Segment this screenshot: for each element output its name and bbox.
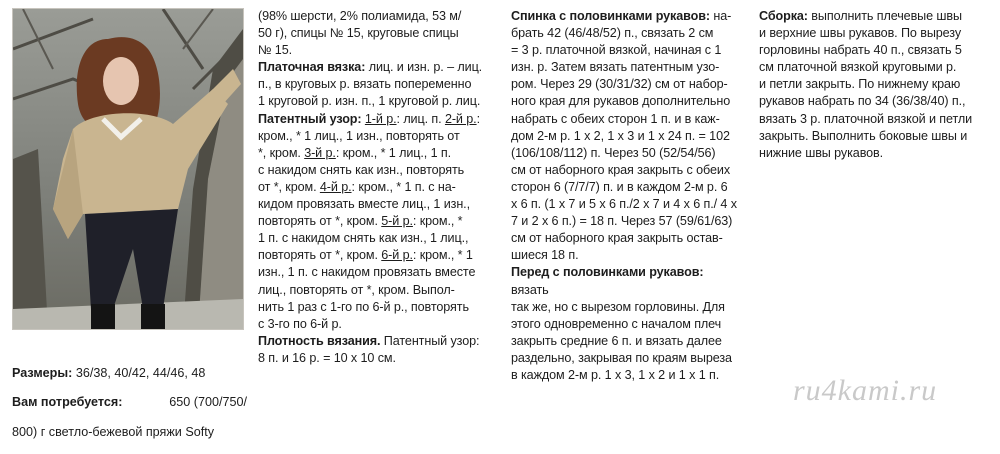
- text-line: см от наборного края закрыть с обеих: [511, 162, 731, 177]
- text-line: Патентный узор:: [380, 333, 480, 348]
- text-line: дом 2-м р. 1 х 2, 1 х 3 и 1 х 24 п. = 102: [511, 128, 730, 143]
- text-line: изн., 1 п. с накидом провязать вместе: [258, 265, 476, 280]
- text-line: лиц. и изн. р. – лиц.: [365, 60, 483, 75]
- text-line: так же, но с вырезом горловины. Для: [511, 299, 725, 314]
- text-line: и верхние швы рукавов. По вырезу: [759, 26, 962, 41]
- text-line: шиеся 18 п.: [511, 248, 579, 263]
- column-assembly: [759, 8, 989, 162]
- section-title-front: Перед с половинками рукавов:: [511, 265, 704, 280]
- need-label: Вам потребуется:: [12, 395, 123, 410]
- text-line: с накидом снять как изн., повторять: [258, 162, 465, 177]
- column-yarn-and-patterns: [258, 8, 498, 367]
- text-line: № 15.: [258, 43, 293, 58]
- text-line: : кром., *: [412, 214, 463, 229]
- text-line: см платочной вязкой круговыми р.: [759, 60, 957, 75]
- text-line: закрыть. Выполнить боковые швы и: [759, 128, 968, 143]
- text-line: с 3-го по 6-й р.: [258, 316, 342, 331]
- text-line: рукавов набрать по 34 (36/38/40) п.,: [759, 94, 966, 109]
- row-label: 1-й р.: [364, 111, 397, 126]
- text-line: = 3 р. платочной вязкой, начиная с 1: [511, 43, 722, 58]
- text-line: *, кром.: [258, 145, 301, 160]
- text-line: ром. Через 29 (30/31/32) см от набор-: [511, 77, 728, 92]
- text-line: закрыть средние 6 п. и вязать далее: [511, 333, 722, 348]
- section-title-patent: Патентный узор:: [258, 111, 362, 126]
- text-line: : лиц. п.: [396, 111, 442, 126]
- text-line: ного края для рукавов дополнительно: [511, 94, 731, 109]
- text-line: лиц., повторять от *, кром. Выпол-: [258, 282, 455, 297]
- row-label: 4-й р.: [319, 179, 352, 194]
- text-line: на-: [709, 9, 732, 23]
- text-line: вязать: [511, 282, 549, 297]
- text-line: в каждом 2-м р. 1 х 3, 1 х 2 и 1 х 1 п.: [511, 367, 720, 382]
- sizes-label: Размеры:: [12, 365, 73, 380]
- section-title-back: Спинка с половинками рукавов:: [511, 9, 710, 23]
- text-line: нижние швы рукавов.: [759, 145, 884, 160]
- text-line: см от наборного края закрыть остав-: [511, 231, 723, 246]
- text-line: раздельно, закрывая по краям выреза: [511, 350, 732, 365]
- text-line: изн. р. Затем вязать патентным узо-: [511, 60, 720, 75]
- text-line: нить 1 раз с 1-го по 6-й р., повторять: [258, 299, 469, 314]
- text-line: брать 42 (46/48/52) п., связать 2 см: [511, 26, 714, 41]
- text-line: : кром., * 1 п. с на-: [351, 179, 456, 194]
- need-value-b: 800) г светло-бежевой пряжи Softy: [12, 424, 215, 439]
- text-line: : кром., * 1 лиц., 1 п.: [335, 145, 452, 160]
- materials-block: [12, 352, 247, 454]
- text-line: вязать 3 р. платочной вязкой и петли: [759, 111, 973, 126]
- row-label: 5-й р.: [381, 214, 413, 229]
- sizes-value: 36/38, 40/42, 44/46, 48: [75, 365, 206, 380]
- text-line: 50 г), спицы № 15, круговые спицы: [258, 26, 459, 41]
- text-line: 7 и 2 х 6 п.) = 18 п. Через 57 (59/61/63): [511, 214, 733, 229]
- text-line: (106/108/112) п. Через 50 (52/54/56): [511, 145, 716, 160]
- column-back-and-front: [511, 8, 741, 384]
- section-title-platochnaya: Платочная вязка:: [258, 60, 366, 75]
- text-line: :: [476, 111, 480, 126]
- text-line: и петли закрыть. По нижнему краю: [759, 77, 961, 92]
- row-label: 2-й р.: [444, 111, 477, 126]
- text-line: х 6 п. (1 х 7 и 5 х 6 п./2 х 7 и 4 х 6 п./ 4 х: [511, 197, 737, 212]
- text-line: : кром., * 1: [412, 248, 473, 263]
- text-line: повторять от *, кром.: [258, 248, 378, 263]
- text-line: горловины набрать 40 п., связать 5: [759, 43, 962, 58]
- text-line: повторять от *, кром.: [258, 214, 378, 229]
- text-line: 1 п. с накидом снять как изн., 1 лиц.,: [258, 231, 469, 246]
- text-line: 8 п. и 16 р. = 10 х 10 см.: [258, 350, 396, 365]
- text-line: выполнить плечевые швы: [807, 9, 962, 23]
- text-line: п., в круговых р. вязать попеременно: [258, 77, 472, 92]
- woman-in-knitted-sweater-photo-icon: [13, 9, 243, 329]
- sweater-model-photo: [12, 8, 244, 330]
- text-line: этого одновременно с началом плеч: [511, 316, 722, 331]
- need-value-a: 650 (700/750/: [169, 395, 247, 410]
- text-line: от *, кром.: [258, 179, 317, 194]
- text-line: набрать с обеих сторон 1 п. и в каж-: [511, 111, 720, 126]
- text-line: кидом провязать вместе лиц., 1 изн.,: [258, 197, 470, 212]
- text-line: сторон 6 (7/7/7) п. и в каждом 2-м р. 6: [511, 179, 728, 194]
- row-label: 6-й р.: [381, 248, 413, 263]
- row-label: 3-й р.: [304, 145, 336, 160]
- text-line: (98% шерсти, 2% полиамида, 53 м/: [258, 9, 462, 23]
- text-line: кром., * 1 лиц., 1 изн., повторять от: [258, 128, 460, 143]
- site-watermark: ru4kami.ru: [793, 374, 938, 407]
- section-title-density: Плотность вязания.: [258, 333, 381, 348]
- section-title-assembly: Сборка:: [759, 9, 808, 23]
- text-line: 1 круговой р. изн. п., 1 круговой р. лиц.: [258, 94, 481, 109]
